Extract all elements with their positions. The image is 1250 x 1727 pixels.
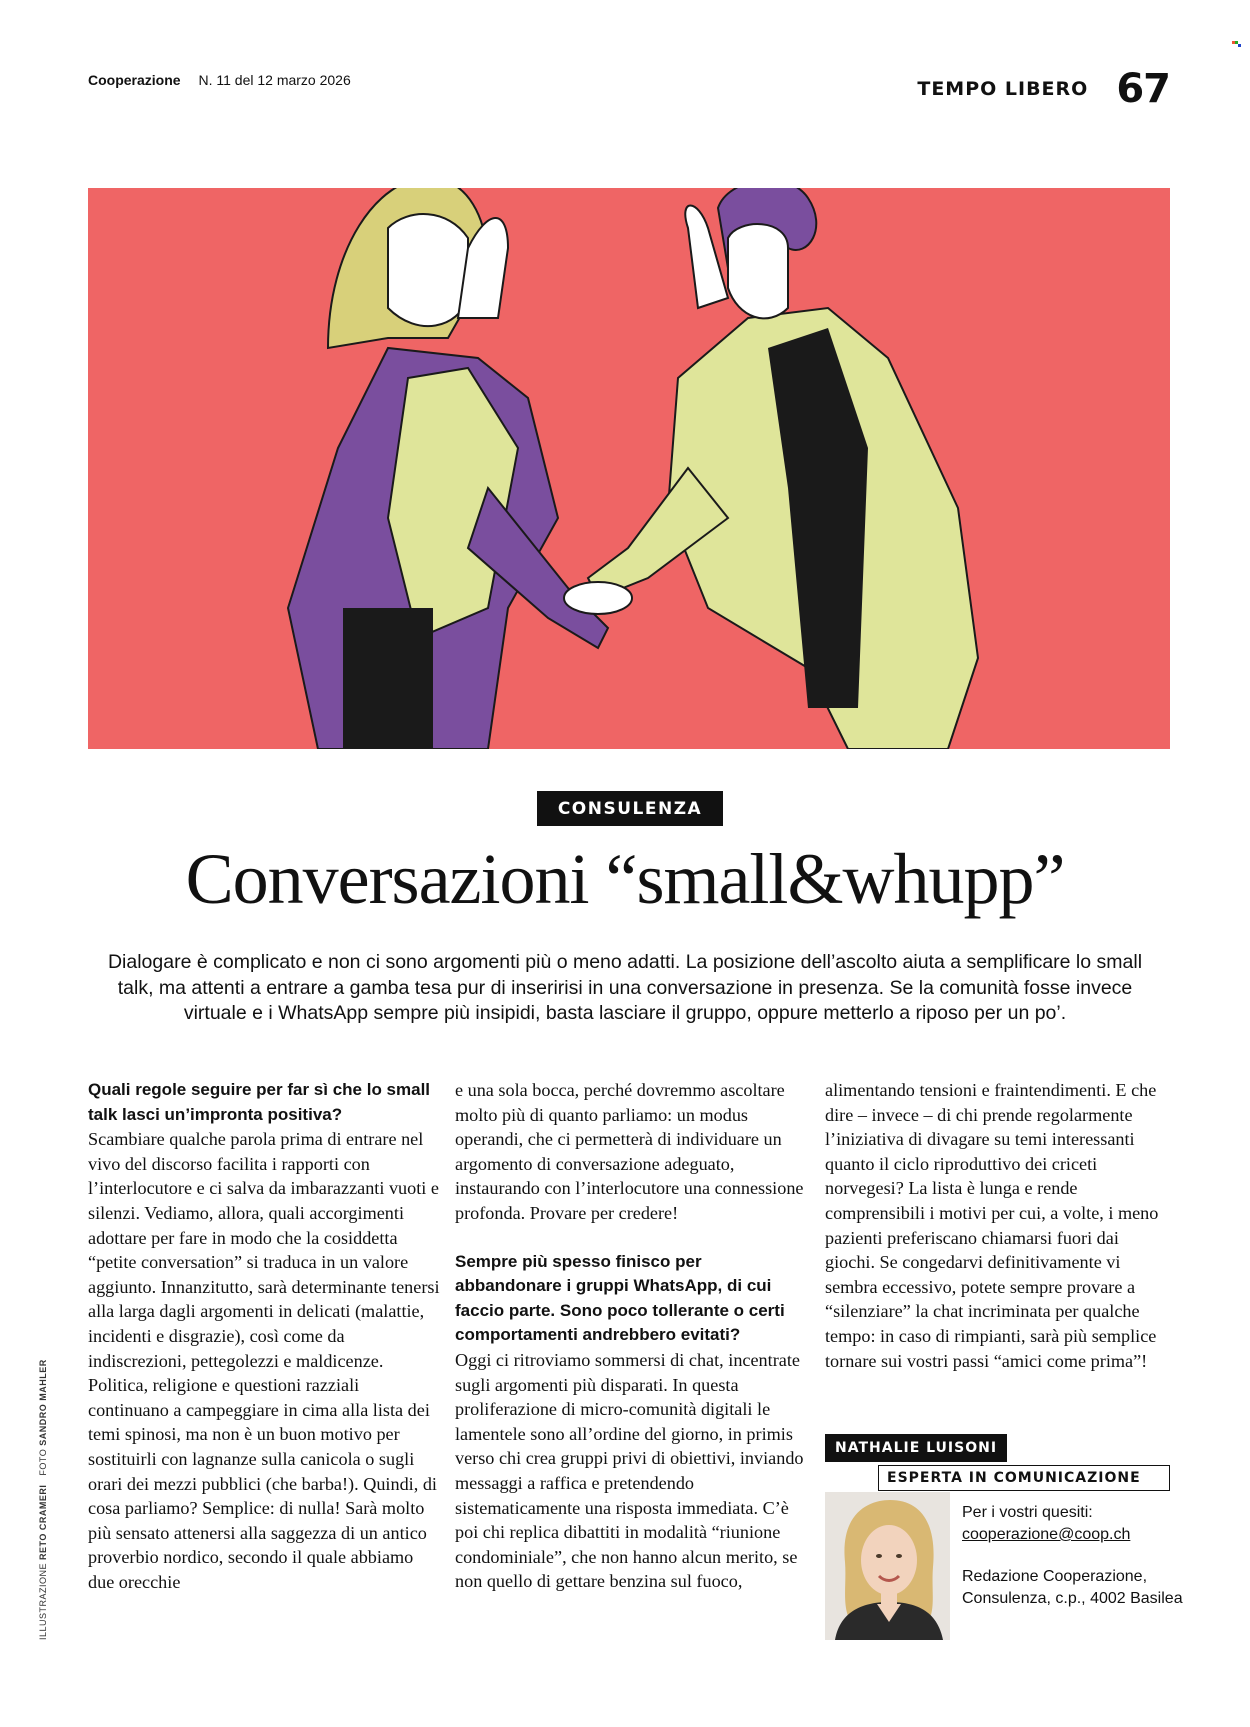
answer-2-part-2: alimentando tensioni e fraintendimenti. E che dire – invece – di chi prende regolarmente l’iniziativa di divagare su temi interessanti quanto il ciclo riproduttivo dei criceti norvegesi? La lista è lunga e rende comprensibili i motivi per cui, a volte, i meno pazienti preferiscano chiamarsi fuori dai giochi. Se congedarvi definitivamente vi sembra eccessivo, potete sempre provare a “silenziare” la chat incriminata per qualche tempo: in caso di rimpianti, sarà più semplice tornare sui vostri passi “amici come prima”! <box>825 1080 1159 1371</box>
text-column-2 <box>455 1078 810 1594</box>
author-photo <box>825 1492 950 1640</box>
article-title: Conversazioni “small&whupp” <box>185 839 1065 919</box>
color-dots-icon <box>1232 34 1242 40</box>
author-role: ESPERTA IN COMUNICAZIONE <box>878 1465 1170 1491</box>
illustration-handshake <box>88 188 1170 749</box>
question-1: Quali regole seguire per far sì che lo small talk lasci un’impronta positiva? <box>88 1080 431 1124</box>
illustration-label: ILLUSTRAZIONE <box>38 1562 48 1640</box>
contact-info <box>962 1502 1183 1610</box>
text-column-1 <box>88 1078 440 1594</box>
page-number: 67 <box>1116 66 1170 112</box>
text-column-3 <box>825 1078 1170 1373</box>
illustrator-name: RETO CRAMERI <box>38 1484 48 1560</box>
magazine-name: Cooperazione <box>88 72 181 88</box>
section-header <box>917 66 1170 112</box>
article-kicker: CONSULENZA <box>537 791 723 826</box>
contact-intro: Per i vostri quesiti: <box>962 1504 1093 1521</box>
answer-2-part-1: Oggi ci ritroviamo sommersi di chat, incentrate sugli argomenti più disparati. In questa proliferazione di micro-comunità digitali le lamentele sono all’ordine del giorno, in primis verso chi crea gruppi privi di obiettivi, inviando messaggi a raffica e pretendendo sistematicamente una risposta immediata. C’è poi chi replica dibattiti in modalità “riunione condominiale”, che non hanno alcun merito, se non quello di gettare benzina sul fuoco, <box>455 1349 804 1592</box>
article-lead: Dialogare è complicato e non ci sono argomenti più o meno adatti. La posizione dell’ascolto aiuta a semplificare lo small talk, ma attenti a entrare a gamba tesa pur di inseririsi in una conversazione in presenza. Se la comunità fosse invece virtuale e i WhatsApp sempre più insipidi, basta lasciare il gruppo, oppure metterlo a riposo per un po’. <box>107 951 1143 1024</box>
address-line-2: Consulenza, c.p., 4002 Basilea <box>962 1590 1183 1607</box>
section-title: TEMPO LIBERO <box>917 78 1089 100</box>
question-2: Sempre più spesso finisco per abbandonare i gruppi WhatsApp, di cui faccio parte. Sono poco tollerante o certi comportamenti andrebbero evitati? <box>455 1251 785 1345</box>
masthead <box>88 72 351 88</box>
address-line-1: Redazione Cooperazione, <box>962 1568 1148 1585</box>
photographer-name: SANDRO MAHLER <box>38 1359 48 1446</box>
answer-1-part-2: e una sola bocca, perché dovremmo ascoltare molto più di quanto parliamo: un modus operandi, che ci permetterà di individuare un argomento di conversazione adeguato, instaurando con l’interlocutore una connessione profonda. Provare per credere! <box>455 1080 804 1223</box>
issue-info: N. 11 del 12 marzo 2026 <box>198 72 351 88</box>
answer-1-part-1: Scambiare qualche parola prima di entrare nel vivo del discorso facilita i rapporti con l’interlocutore e ci salva da imbarazzanti vuoti e silenzi. Vediamo, allora, quali accorgimenti adottare per fare in modo che la cosiddetta “petite conversation” si traduca in un valore aggiunto. Innanzitutto, sarà determinante tenersi alla larga dagli argomenti in delicati (malattie, incidenti e disgrazie), così come da indiscrezioni, pettegolezzi e maldicenze. Politica, religione e questioni razziali continuano a campeggiare in cima alla lista dei temi spinosi, ma non è un buon motivo per sostituirli con lagnanze sulla canicola o sugli orari dei mezzi pubblici (che barba!). Quindi, di cosa parliamo? Semplice: di nulla! Sarà molto più sensato attenersi alla saggezza di un antico proverbio nordico, secondo il quale abbiamo due orecchie <box>88 1129 440 1592</box>
photo-label: FOTO <box>38 1448 48 1476</box>
photo-credits <box>38 1359 48 1640</box>
author-name: NATHALIE LUISONI <box>825 1434 1007 1462</box>
contact-email-link[interactable]: cooperazione@coop.ch <box>962 1526 1131 1543</box>
